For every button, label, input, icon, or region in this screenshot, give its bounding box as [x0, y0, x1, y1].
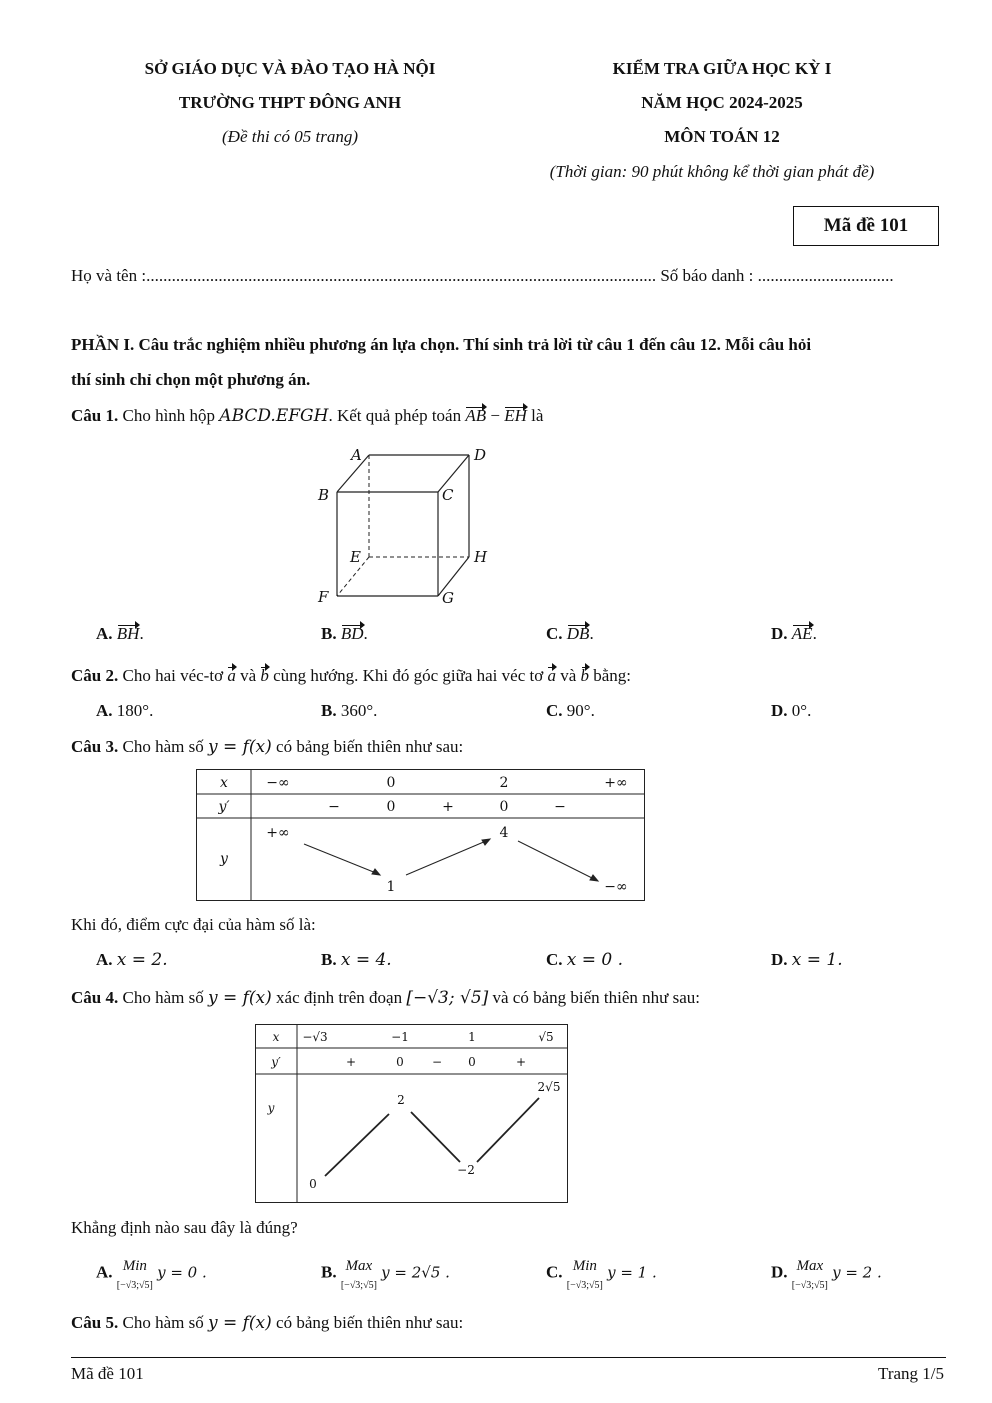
name-field[interactable]: ........................................................................................................................ — [146, 266, 657, 285]
q3-x-1: 0 — [386, 775, 396, 791]
figure-label-b: B — [318, 486, 330, 504]
q3-option-b[interactable] — [321, 950, 392, 970]
q2-vector-b-2: b — [580, 666, 590, 685]
q5-label: Câu 5. — [71, 1313, 119, 1332]
q4-x-3: √5 — [538, 1030, 554, 1044]
q4-option-a-op: Min — [122, 1258, 147, 1274]
q4-option-d-label: D. — [771, 1262, 788, 1282]
q1-option-c-end: . — [589, 624, 594, 643]
exam-title: KIỂM TRA GIỮA HỌC KỲ I — [612, 59, 832, 78]
q4-option-b-sub: [−√3;√5] — [340, 1280, 377, 1291]
q1-option-b-end: . — [363, 624, 368, 643]
q4-option-a[interactable] — [96, 1256, 207, 1291]
figure-label-h: H — [474, 548, 488, 566]
q3-option-b-value: x = 4. — [340, 950, 392, 970]
q1-text-b: . Kết quả phép toán — [328, 406, 466, 425]
school-year: NĂM HỌC 2024-2025 — [641, 93, 803, 112]
q3-option-b-label: B. — [321, 950, 337, 969]
footer-page-number: Trang 1/5 — [878, 1364, 944, 1383]
footer-exam-code: Mã đề 101 — [71, 1364, 144, 1383]
q4-option-d-op: Max — [796, 1258, 824, 1274]
q3-yp-2: + — [442, 799, 454, 815]
q3-text-a: Cho hàm số — [118, 737, 208, 756]
q5-function: y = f(x) — [207, 1313, 272, 1333]
q4-option-c-op: Min — [572, 1258, 597, 1274]
q2-option-b-value: 360°. — [340, 701, 378, 720]
q2-option-a[interactable] — [96, 701, 153, 721]
q3-yp-0: − — [328, 799, 340, 815]
q4-yp-3: 0 — [468, 1055, 476, 1069]
q3-y-3: −∞ — [604, 879, 628, 895]
sbd-field[interactable]: ................................ — [757, 266, 894, 285]
question-4 — [71, 988, 700, 1008]
q4-variation-table — [255, 1024, 569, 1204]
q4-text-a: Cho hàm số — [118, 988, 208, 1007]
q4-option-d[interactable] — [771, 1256, 882, 1291]
q2-option-c[interactable] — [546, 701, 595, 721]
q2-option-a-label: A. — [96, 701, 113, 720]
q3-x-2: 2 — [499, 775, 509, 791]
school-name: TRƯỜNG THPT ĐÔNG ANH — [178, 93, 402, 112]
q4-option-c-value: y = 1 . — [607, 1263, 657, 1282]
q4-option-b-op: Max — [345, 1258, 373, 1274]
q4-option-c-label: C. — [546, 1262, 563, 1282]
q1-option-c-label: C. — [546, 624, 563, 643]
q1-option-d-vector: AE — [791, 624, 813, 643]
q4-option-b[interactable] — [321, 1256, 450, 1291]
q4-yp-1: 0 — [396, 1055, 404, 1069]
q4-row-y: y — [267, 1101, 275, 1115]
q4-x-0: −√3 — [302, 1030, 328, 1044]
page-count-note: (Đề thi có 05 trang) — [222, 127, 358, 146]
q2-option-c-value: 90°. — [566, 701, 595, 720]
q4-x-1: −1 — [391, 1030, 409, 1044]
q4-option-c-sub: [−√3;√5] — [566, 1280, 603, 1291]
q1-vector-ab: AB — [465, 406, 487, 425]
part1-title-line2: thí sinh chỉ chọn một phương án. — [71, 370, 311, 389]
q4-option-c[interactable] — [546, 1256, 657, 1291]
q4-option-a-value: y = 0 . — [157, 1263, 207, 1282]
q2-vector-b: b — [260, 666, 269, 685]
q3-option-c-value: x = 0 . — [566, 950, 624, 970]
q3-x-0: −∞ — [266, 775, 290, 791]
q4-option-b-operator — [341, 1256, 377, 1291]
q4-label: Câu 4. — [71, 988, 119, 1007]
q3-option-c[interactable] — [546, 950, 623, 970]
q4-yp-4: + — [515, 1055, 527, 1069]
figure-label-g: G — [442, 589, 454, 607]
q1-option-c[interactable] — [546, 624, 594, 644]
q4-option-d-operator — [792, 1256, 828, 1291]
q3-option-d[interactable] — [771, 950, 843, 970]
q4-option-a-sub: [−√3;√5] — [116, 1280, 153, 1291]
q3-option-a-value: x = 2. — [116, 950, 168, 970]
q1-option-d-end: . — [812, 624, 817, 643]
name-label: Họ và tên : — [71, 266, 147, 285]
q2-option-d-label: D. — [771, 701, 788, 720]
q1-option-b-label: B. — [321, 624, 337, 643]
q5-text-b: có bảng biến thiên như sau: — [271, 1313, 464, 1332]
question-2 — [71, 666, 631, 686]
q2-and-1: và — [235, 666, 261, 685]
part1-title-line1: PHẦN I. Câu trắc nghiệm nhiều phương án lựa chọn. Thí sinh trả lời từ câu 1 đến câu 12. Mỗi câu hỏi — [71, 335, 812, 354]
q1-option-b-vector: BD — [340, 624, 364, 643]
figure-label-f: F — [318, 588, 329, 606]
q4-option-a-operator — [117, 1256, 153, 1291]
exam-code-box: Mã đề 101 — [793, 206, 939, 246]
q4-option-b-value: y = 2√5 . — [381, 1263, 450, 1282]
q4-yp-0: + — [345, 1055, 357, 1069]
q3-variation-table — [196, 769, 646, 902]
q4-option-c-operator — [567, 1256, 603, 1291]
q1-vector-eh: EH — [504, 406, 527, 425]
q5-text-a: Cho hàm số — [118, 1313, 208, 1332]
q3-y-1: 1 — [386, 879, 396, 895]
q2-text-c: bằng: — [589, 666, 632, 685]
q3-row-y: y — [220, 851, 228, 867]
student-info-line — [71, 266, 941, 286]
q2-option-b[interactable] — [321, 701, 377, 721]
q1-text-c: là — [526, 406, 544, 425]
q3-y-2: 4 — [499, 825, 509, 841]
q4-question-line: Khẳng định nào sau đây là đúng? — [71, 1218, 298, 1237]
q1-option-d-label: D. — [771, 624, 788, 643]
q2-option-d-value: 0°. — [791, 701, 812, 720]
q1-option-b[interactable] — [321, 624, 368, 644]
question-1 — [71, 406, 543, 426]
q4-row-yprime: y′ — [271, 1055, 281, 1069]
q4-interval: [−√3; √5] — [406, 988, 489, 1008]
sbd-label: Số báo danh : — [660, 266, 754, 285]
department-name: SỞ GIÁO DỤC VÀ ĐÀO TẠO HÀ NỘI — [144, 59, 436, 78]
q3-y-0: +∞ — [266, 825, 290, 841]
figure-label-c: C — [442, 486, 454, 504]
q2-label: Câu 2. — [71, 666, 119, 685]
q1-box-name: ABCD.EFGH — [219, 406, 329, 426]
q2-vector-a: a — [227, 666, 236, 685]
q3-yp-4: − — [554, 799, 566, 815]
q3-option-a[interactable] — [96, 950, 168, 970]
q4-text-c: và có bảng biến thiên như sau: — [488, 988, 701, 1007]
question-3 — [71, 737, 463, 757]
q4-x-2: 1 — [468, 1030, 476, 1044]
q1-text: Cho hình hộp — [118, 406, 220, 425]
q1-option-a-end: . — [139, 624, 144, 643]
q4-option-d-value: y = 2 . — [832, 1263, 882, 1282]
q3-text-b: có bảng biến thiên như sau: — [271, 737, 464, 756]
figure-label-d: D — [474, 446, 487, 464]
q1-label: Câu 1. — [71, 406, 119, 425]
q4-y-0: 0 — [309, 1177, 317, 1191]
q3-option-d-label: D. — [771, 950, 788, 969]
cuboid-figure — [310, 444, 500, 610]
figure-label-e: E — [350, 548, 361, 566]
q4-row-x: x — [272, 1030, 280, 1044]
q1-option-c-vector: DB — [566, 624, 590, 643]
q3-label: Câu 3. — [71, 737, 119, 756]
q2-option-d[interactable] — [771, 701, 811, 721]
q1-option-a-vector: BH — [116, 624, 140, 643]
figure-label-a: A — [351, 446, 362, 464]
q4-option-a-label: A. — [96, 1262, 113, 1282]
q4-option-d-sub: [−√3;√5] — [791, 1280, 828, 1291]
question-5 — [71, 1313, 463, 1333]
q3-option-a-label: A. — [96, 950, 113, 969]
q4-y-1: 2 — [397, 1093, 405, 1107]
q3-function: y = f(x) — [207, 737, 272, 757]
q4-y-3: 2√5 — [537, 1080, 561, 1094]
q3-option-c-label: C. — [546, 950, 563, 969]
q3-row-yprime: y′ — [218, 799, 230, 815]
time-note: (Thời gian: 90 phút không kể thời gian phát đề) — [549, 162, 875, 181]
q2-option-b-label: B. — [321, 701, 337, 720]
q2-vector-a-2: a — [547, 666, 556, 685]
q3-row-x: x — [220, 775, 228, 791]
q2-option-c-label: C. — [546, 701, 563, 720]
q3-yp-3: 0 — [499, 799, 509, 815]
q3-question-line: Khi đó, điểm cực đại của hàm số là: — [71, 915, 316, 934]
q4-option-b-label: B. — [321, 1262, 337, 1282]
q3-option-d-value: x = 1. — [791, 950, 843, 970]
q1-option-d[interactable] — [771, 624, 817, 644]
q4-yp-2: − — [431, 1055, 443, 1069]
q4-text-b: xác định trên đoạn — [271, 988, 407, 1007]
q1-option-a[interactable] — [96, 624, 144, 644]
q2-and-2: và — [555, 666, 581, 685]
footer-rule — [71, 1357, 946, 1358]
q4-y-2: −2 — [457, 1163, 475, 1177]
q2-text-b: cùng hướng. Khi đó góc giữa hai véc tơ — [268, 666, 548, 685]
subject: MÔN TOÁN 12 — [664, 127, 780, 146]
q1-option-a-label: A. — [96, 624, 113, 643]
q3-x-3: +∞ — [604, 775, 628, 791]
q3-yp-1: 0 — [386, 799, 396, 815]
q4-function: y = f(x) — [207, 988, 272, 1008]
q2-text-a: Cho hai véc-tơ — [118, 666, 228, 685]
q1-minus: − — [486, 406, 505, 425]
q2-option-a-value: 180°. — [116, 701, 154, 720]
